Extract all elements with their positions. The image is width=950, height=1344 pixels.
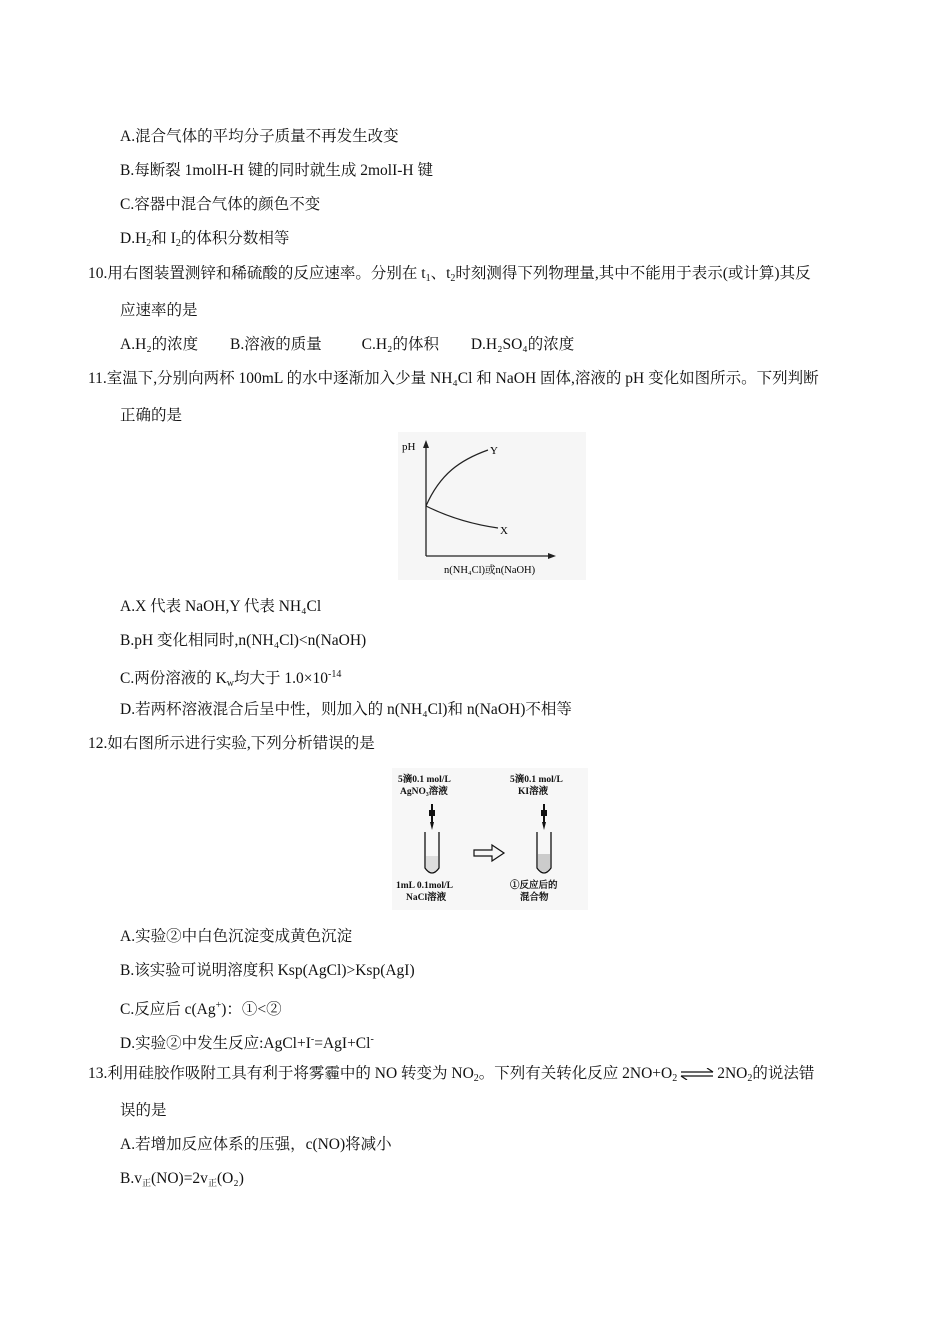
right-mixture-label: ①反应后的 (510, 881, 558, 891)
q11-stem-continued: 正确的是 (120, 407, 183, 424)
q13-option-a: A.若增加反应体系的压强，c(NO)将减小 (120, 1136, 392, 1153)
q12-option-c: C.反应后 c(Ag+)：①<② (120, 1000, 282, 1018)
right-reagent-conc: 5滴0.1 mol/L (510, 775, 563, 785)
q10-option-c: C.H₂的体积 (361, 336, 439, 353)
q10-option-d: D.H₂SO₄的浓度 (470, 336, 575, 353)
q12-option-a: A.实验②中白色沉淀变成黄色沉淀 (120, 928, 353, 945)
left-reagent-conc: 5滴0.1 mol/L (398, 775, 451, 785)
right-reagent-name: KI溶液 (518, 787, 549, 797)
q10-option-a: A.H₂的浓度 (120, 336, 199, 353)
left-reagent-name: AgNO₃溶液 (400, 787, 448, 797)
q12-option-d: D.实验②中发生反应:AgCl+I-=AgI+Cl- (120, 1034, 374, 1052)
q10-option-b: B.溶液的质量 (230, 336, 322, 353)
q10-options (120, 335, 574, 355)
graph-xlabel: n(NH₄Cl)或n(NaOH) (444, 565, 536, 576)
left-solution-name: NaCl溶液 (406, 893, 447, 903)
q9-option-b: B.每断裂 1molH-H 键的同时就生成 2molI-H 键 (120, 162, 434, 179)
q11-stem: 11.室温下,分别向两杯 100mL 的水中逐渐加入少量 NH₄Cl 和 NaOH 固体,溶液的 pH 变化如图所示。下列判断 (88, 370, 819, 387)
q13-option-b: $B.v_正(NO)=2v_正(O_2)$ (120, 1170, 244, 1188)
q9-option-a: A.混合气体的平均分子质量不再发生改变 (120, 128, 399, 145)
graph-label-x: X (500, 525, 508, 537)
q10-stem-continued: 应速率的是 (120, 302, 198, 319)
q11-option-a: A.X 代表 NaOH,Y 代表 NH₄Cl (120, 598, 322, 615)
test-tube-figure (392, 768, 588, 910)
q10-stem: 10.用右图装置测锌和稀硫酸的反应速率。分别在 $t_1$、$t_2$时刻测得下列物理量,其中不能用于表示(或计算)其反 (88, 265, 811, 284)
left-solution-conc: 1mL 0.1mol/L (396, 881, 454, 891)
q9-option-c: C.容器中混合气体的颜色不变 (120, 196, 321, 213)
q13-stem-continued: 误的是 (120, 1102, 167, 1119)
graph-label-y: Y (490, 445, 498, 457)
q12-stem: 12.如右图所示进行实验,下列分析错误的是 (88, 735, 375, 752)
q13-stem: 13.利用硅胶作吸附工具有利于将雾霾中的 NO 转变为 $NO_2$。下列有关转化反应 $2NO+O_2$ $2NO_2$的说法错 (88, 1065, 815, 1084)
graph-ylabel: pH (402, 441, 416, 453)
q11-option-d: D.若两杯溶液混合后呈中性，则加入的 n(NH₄Cl)和 n(NaOH)不相等 (120, 701, 572, 718)
right-mixture-name: 混合物 (520, 893, 549, 903)
q11-option-b: B.pH 变化相同时,n(NH₄Cl)<n(NaOH) (120, 632, 367, 649)
q11-option-c: C.两份溶液的 $K_w$均大于 $1.0\times 10^{-14}$ (120, 669, 342, 689)
ph-graph (398, 432, 586, 580)
equilibrium-arrow-icon (679, 1068, 715, 1080)
q12-option-b: B.该实验可说明溶度积 Ksp(AgCl)>Ksp(AgI) (120, 962, 415, 979)
q9-option-d: $D.H_2$和 $I_2$的体积分数相等 (120, 230, 290, 249)
